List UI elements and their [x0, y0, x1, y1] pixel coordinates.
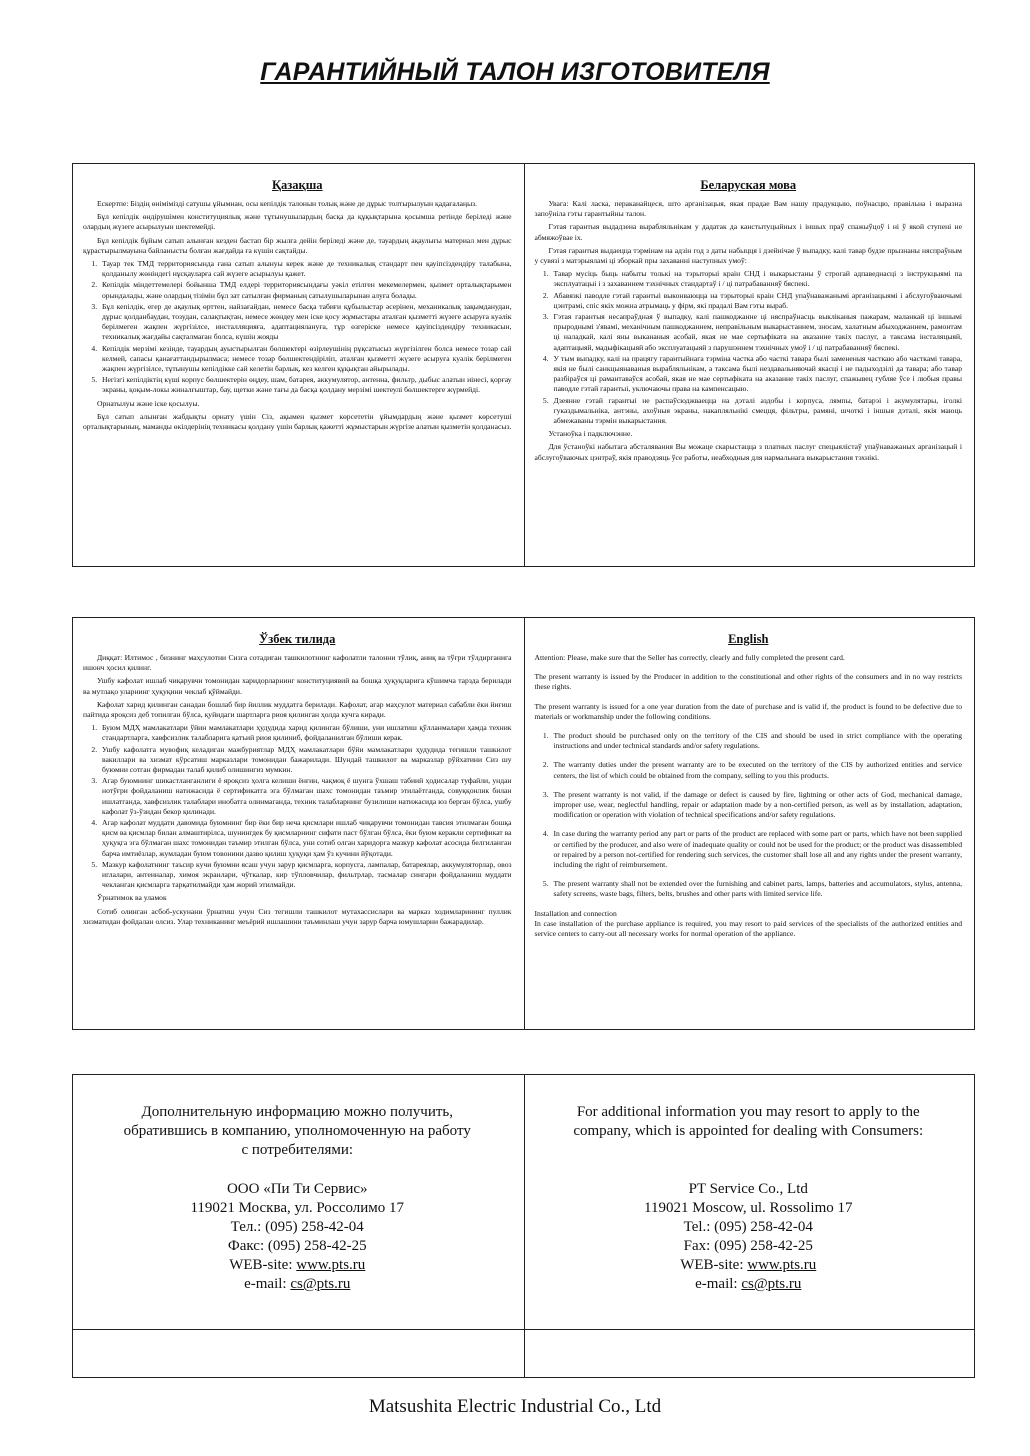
contact-russian — [73, 1075, 524, 1329]
contact-ru-email — [83, 1275, 512, 1294]
blank-row — [73, 1330, 974, 1377]
en-attention: Attention: Please, make sure that the Seller has correctly, clearly and fully completed the present card. — [534, 653, 845, 662]
section-title-uzbek: Ўзбек тилида — [259, 632, 336, 646]
web-label: WEB-site: — [680, 1257, 748, 1273]
contact-en-web — [535, 1256, 963, 1275]
en-install-text: In case installation of the purchase appliance is required, you may resort to paid services of the specialists of the authorized entities and service centers to carry-out all necessary works for normal operation of the appliance. — [534, 918, 962, 939]
kz-validity: Бұл кепілдік бұйым сатып алынған кезден бастап бір жылға дейін беріледі және де, тауардың ақаулығы материал мен дұрыс құрастырылмауына байланысты болған жағдайда ға күшін сақтайды. — [83, 235, 512, 255]
kz-install-text: Бұл сатып алынған жабдықты орнату үшін Сіз, ақымен қызмет көрсететін ұйымдардың және қызмет көрсетуші орталықтарының, маманды өкілдерінің техникасы қолдану үшін барлық қажетті жұмыстарын жүргізе алатын қызметін қолданасыз. — [83, 411, 512, 432]
en-intro: The present warranty is issued by the Producer in addition to the constitutional and other rights of the consumers and in no way restricts these rights. — [534, 672, 962, 692]
list-item: 1. Тауар тек ТМД территориясында ғана сатып алынуы керек және де техникалық стандарт пен қауіпсіздендіру талабына, қолданылу жөніндегі нұсқауларға сай жүзеге асырылуы қажет. — [99, 259, 512, 279]
list-item: 5. Негізгі кепілдіктің күші корпус бөлшектерін өңдеу, шам, батарея, аккумулятор, антенна, фильтр, дыбыс алатын иінесі, қорғау экраны, қоқым-локы жиналғыштар, бау, щетки және тағы да басқа қолдану мерзімі шектеулі бөлшектерге жүрмейді. — [99, 375, 512, 395]
section-title-belarusian: Беларуская мова — [700, 178, 797, 192]
contact-english — [524, 1075, 975, 1329]
contact-ru-web — [83, 1256, 512, 1275]
web-link[interactable]: www.pts.ru — [296, 1257, 366, 1273]
section-kazakh — [73, 164, 524, 566]
en-conditions-list — [535, 731, 963, 900]
email-link[interactable]: cs@pts.ru — [290, 1276, 351, 1292]
list-item: 2. The warranty duties under the present warranty are to be executed on the territory of the CIS by authorized entities and service centers, the list of which could be obtained from the company, selling to you this products. — [551, 760, 963, 780]
kz-install-title: Орнатылуы және іске қосылуы. — [97, 398, 200, 408]
list-item: 4. Агар кафолат муддати давомида буюмнинг бир ёки бир неча қисмлари ишлаб чиқарувчи томонидан тавсия этилмаган бошқа қисм ва қисмлар билан алмаштирілса, шунингдек бу қисмларнинг сифати паст бўлган бўлса, ёки буюм керакли сертификат ва ҳуқуқга эга бўлмаган шахс томонидан таъмир этилган бўлса, уни сотиб олган харидорга мазкур кафолат асосида белгиланган барча имтиёзлар, жумладан буюм товонини дазво қилиш ҳуқуқи ҳам ўз кучини йўқотади. — [99, 818, 512, 859]
warranty-box-uz-en — [72, 617, 975, 1030]
contact-en-address: 119021 Moscow, ul. Rossolimo 17 — [644, 1200, 853, 1216]
en-validity: The present warranty is issued for a one year duration from the date of purchase and is valid if, the product is found to be defective due to materials or workmanship under the following conditions. — [534, 701, 962, 721]
section-title-kazakh: Қазақша — [271, 178, 323, 192]
contact-ru-intro-3: с потребителями: — [241, 1142, 354, 1158]
uz-install-text: Сотиб олинган асбоб-ускунани ўрнатиш учун Сиз тегишли ташкилот мутахассислари ва марказ ходимларининг пуллик хизматидан фойдалан олсиз. Улар техниканинг меъёрий ишлашини таъминлаш учун зарур барча юмушларни бажарадилар. — [83, 906, 512, 926]
page-title: ГАРАНТИЙНЫЙ ТАЛОН ИЗГОТОВИТЕЛЯ — [260, 58, 770, 86]
contact-ru-address: 119021 Москва, ул. Россолимо 17 — [190, 1200, 405, 1216]
section-belarusian — [524, 164, 975, 566]
by-install-text: Для ўстаноўкі набытага абсталявання Вы можаце скарыстацца з платных паслуг спецыялістаў упаўнаважаных арганізацый і абслугоўваючых цэнтраў, якія праводзяць ўсе работы, неабходныя для нармальнага выкарыстання тэхнікі. — [534, 442, 962, 462]
email-link[interactable]: cs@pts.ru — [741, 1276, 802, 1292]
contact-en-phone: Tel.: (095) 258-42-04 — [683, 1219, 813, 1235]
contact-en-fax: Fax: (095) 258-42-25 — [683, 1238, 813, 1254]
kz-intro: Бұл кепілдік өндірушімен конституциялық және тұтынушылардың басқа да құқықтарына қосымша ретінде беріледі және олардың жүзеге асырылуын шектемейді. — [83, 212, 512, 232]
warranty-box-kz-by — [72, 163, 975, 567]
kz-conditions-list — [83, 259, 512, 396]
list-item: 2. Кепілдік міндеттемелері бойынша ТМД елдері территориясындағы уәкіл етілген мекемелермен, қызмет орталықтарымен орындалады, және олардың тізімін бұл зат сатылған фирманың сатылушыларынан алуға болады. — [99, 280, 512, 300]
contact-ru-fax: Факс: (095) 258-42-25 — [227, 1238, 367, 1254]
by-validity: Гэтая гарантыя выдаецца тэрмінам на адзін год з даты набыцця і дзейнічае ў выпадку, калі тавар будзе прызнаны няспраўным у сувязі з матэрыяламі ці зборкай пры захаванні наступных умоў: — [534, 245, 962, 266]
list-item: 4. Кепілдік мерзімі кезінде, тауардың ауыстырылған бөлшектері өзірлеушінің рұқсатысыз жүргізілген болса немесе тозар сай келмей, сапасы қанағаттандырылмаса; немесе тозар бөлшектендіріліп, аталған қызметті жүзеге асыруға куәлік берілмеген жақпен жүргізілсе, тұтынушы кепілдікке сай келетін барлық, кез келген құқықтан айырылады. — [99, 344, 512, 375]
contact-en-company: PT Service Co., Ltd — [688, 1181, 808, 1197]
list-item: 3. Бұл кепілдік, егер де ақаулық өрттен, найзағайдан, немесе басқа табиғи құбылыстар әсерінен, механикалық зақымданудан, дұрыс қолданбаудан, тозудан, салақтықтан, немесе жөндеу мен іске қосу жұмыстары аталған қызметті жүзеге асыруға куәлік берілмеген жақпен жүргізілсе, инсталляцияға, адаптациялануға, тұр өзгеріске немесе қауіпсіздендіру техникасын, техникалық жағдайы сақталмаған болса, күшін жояды — [99, 302, 512, 343]
web-link[interactable]: www.pts.ru — [747, 1257, 817, 1273]
list-item: 5. The present warranty shall not be extended over the furnishing and cabinet parts, lamps, batteries and accumulators, stylus, antenna, safety screens, waste bags, filters, belts, brushes and other parts with limited service life. — [551, 879, 963, 899]
contact-en-intro-2: company, which is appointed for dealing with Consumers: — [573, 1123, 924, 1139]
blank-cell-right — [524, 1330, 975, 1377]
contact-en-intro-1: For additional information you may resort to apply to the — [576, 1104, 920, 1120]
section-title-english: English — [728, 632, 769, 646]
contact-ru-company: ООО «Пи Ти Сервис» — [226, 1181, 368, 1197]
by-conditions-list — [535, 269, 963, 426]
contact-ru-intro-2: обратившись в компанию, уполномоченную на работу — [123, 1123, 471, 1139]
list-item: 4. У тым выпадку, калі на працягу гарантыйнага тэрміна частка або часткі тавара былі замененыя часткаю або часткамі тавара, якія не былі санкцыянаваныя вырабляльнікам, а таксама былі нездавальняючай якасці і не падыходзілі да тавара; або тавар разбіраўся ці рамантаваўся асобай, якая не мае сертыфіката на аказанне такіх паслуг, спажывец губляе ўсе і любыя правы паводле гэтай гарантыі, уключаючы права на кампенсацыю. — [551, 354, 963, 395]
list-item: 3. Агар буюмнинг шикастланганлиги ё яроқсиз ҳолга келиши ёнғин, чақмоқ ё шунга ўхшаш табиий ҳодисалар туфайли, ундан нотўғри фойдаланиш натижасида ё сертификатга эга бўлмаган шахс томонидан таъмир этилаётганда, совуққонлик билан ишлатганда, хавфсизлик талаблари инобатга олинмаганда, техник талабларнинг бузилиши натижасида юз берган бўлса, ушбу кафолат ўз-ўзидан бекор қилинади. — [99, 776, 512, 817]
list-item: 1. Буюм МДҲ мамлакатлари ўйин мамлакатлари ҳудудида харид қилинган бўлиши, уни ишлатиш қўлланмалари ҳамда техник стандартларга, хавфсизлик талабларига қатъий риоя қилиниб, фойдаланилган бўлиши керак. — [99, 723, 512, 743]
contact-ru-phone: Тел.: (095) 258-42-04 — [230, 1219, 364, 1235]
blank-cell-left — [73, 1330, 524, 1377]
web-label: WEB-site: — [229, 1257, 297, 1273]
list-item: 4. In case during the warranty period any part or parts of the product are replaced with some part or parts, which have not been supplied or certified by the producer, and also were of inadequate quality or could not be used for the product; or the product was disassembled or repaired by a person not-certified for rendering such services, the customer shall lose all and any rights under the present warranty, including the right of reimbursement. — [551, 829, 963, 870]
by-intro: Гэтая гарантыя выдадзена вырабляльнікам у дадатак да канстытуцыйных і іншых праў спажыўцоў і ні ў якой ступені не абмяжоўвае іх. — [534, 222, 962, 242]
uz-conditions-list — [83, 723, 512, 890]
list-item: 2. Абавязкі паводле гэтай гарантыі выконваюцца на тэрыторыі краін СНД упаўнаважанымі арганізацыямі і абслугоўваючымі цэнтрамі, спіс якіх можна атрымаць у фірм, якi прадалi Вам гэты выраб. — [551, 291, 963, 311]
manufacturer-footer: Matsushita Electric Industrial Co., Ltd — [368, 1396, 662, 1417]
list-item: 1. Тавар мусіць быць набыты толькі на тэрыторыі краін СНД і выкарыстаны ў строгай адпаведнасці з інструкцыямі па эксплуатацыі і з захаваннем тэхнічных стандартаў і / ці патрабаванняў бяспекі. — [551, 269, 963, 289]
list-item: 2. Ушбу кафолатга мувофиқ келадиган мажбуриятлар МДҲ мамлакатлари бўйи мамлакатлари ҳудудида тегишли ташкилот вакиллари ва хизмат кўрсатиш марказлари томонидан бажарилади. Шундай ташкилот ва марказлар рўйхатини Сиз шу буюмни сотган фирмадан талаб қилиб олишингиз мумкин. — [99, 745, 512, 776]
section-uzbek — [73, 618, 524, 1029]
by-attention: Увага: Калі ласка, пераканайцеся, што арганізацыя, якая прадае Вам нашу прадукцыю, поўнасцю, правільна і выразна запоўніла гэты гарантыйны талон. — [534, 199, 962, 219]
list-item: 3. Гэтая гарантыя несапраўдная ў выпадку, калі пашкоджанне ці няспраўнасць выкліканыя пажарам, маланкай ці іншымі прыроднымі з'явамі, механічным пашкоджаннем, неправільным выкарыстаннем, зносам, халатным абыходжаннем, рамонтам ці наладкай, калі яны выкананыя асобай, якая не мае сертыфіката на аказанне такіх паслуг, а таксама інсталяцыяй, адаптацыяй, мадыфікацыяй або эксплуатацыяй з парушэннем тэхнічных умоў і / ці патрабаванняў бяспекі. — [551, 312, 963, 353]
contact-box — [72, 1074, 975, 1378]
uz-install-title: Ўрнатимок ва уламок — [97, 893, 167, 903]
uz-attention: Диққат: Илтимос , бизнинг маҳсулотни Сизга сотадиган ташкилотнинг кафолатли талонни тўлиқ, аниқ ва тўғри тўлдирганига ишонч ҳосил қилинг. — [83, 653, 512, 673]
email-label: e-mail: — [695, 1276, 742, 1292]
section-english — [524, 618, 975, 1029]
list-item: 5. Дзеянне гэтай гарантыі не распаўсюджваецца на дэталі аздобы і корпуса, лямпы, батарэі і акумулятары, іголкі гуказдымальніка, антэны, ахоўныя экраны, накапляльнікі смецця, фільтры, рамяні, шчоткі і іншыя дэталі, якія маюць абмежаваны тэрмін выкарыстання. — [551, 396, 963, 427]
uz-validity: Кафолат харид қилинган санадан бошлаб бир йиллик муддатга берилади. Кафолат, агар маҳсулот материал сабабли ёки йиғиш пайтида яроқсиз деб топилган бўлса, қуйидаги шартларга риоя қилинган ҳолда кучга киради. — [83, 699, 512, 720]
email-label: e-mail: — [244, 1276, 291, 1292]
uz-intro: Ушбу кафолат ишлаб чиқарувчи томонидан харидорларнинг конституциявий ва бошқа ҳуқуқларига кўшимча тарзда берилади ва мутлақо уларнинг ҳуқуқини чеклаб қўймайди. — [83, 676, 512, 696]
contact-ru-intro-1: Дополнительную информацию можно получить, — [141, 1104, 454, 1120]
kz-attention: Ескертпе: Біздің өнімімізді сатушы ұйымнан, осы кепілдік талонын толық және де дұрыс толтырылуын қадағалаңыз. — [97, 199, 478, 208]
contact-row — [73, 1075, 974, 1330]
list-item: 1. The product should be purchased only on the territory of the CIS and should be used in strict compliance with the operating instructions and under technical standards and/or safety regulations. — [551, 731, 963, 751]
contact-en-email — [535, 1275, 963, 1294]
list-item: 5. Мазкур кафолатнинг таъсир кучи буюмни ясаш учун зарур қисмларга, корпусга, лампалар, батареялар, аккумуляторлар, овоз иглалари, антенналар, химоя экранлари, чўткалар, кир тўпловчилар, фильтрлар, тасмалар сингари фойдаланиш муддати чекланган қисмларга тарқатилмайди ҳам жорий этилмайди. — [99, 860, 512, 891]
list-item: 3. The present warranty is not valid, if the damage or defect is caused by fire, lightning or other acts of God, mechanical damage, improper use, wear, neglectful handling, repair or adaptation made by a non-certified person, as well as by installation, adaptation, modification or operation with violation of technical specifications and/or safety regulations. — [551, 790, 963, 821]
en-install-title: Installation and connection — [534, 908, 617, 918]
by-install-title: Устаноўка і падключэнне. — [548, 429, 633, 439]
